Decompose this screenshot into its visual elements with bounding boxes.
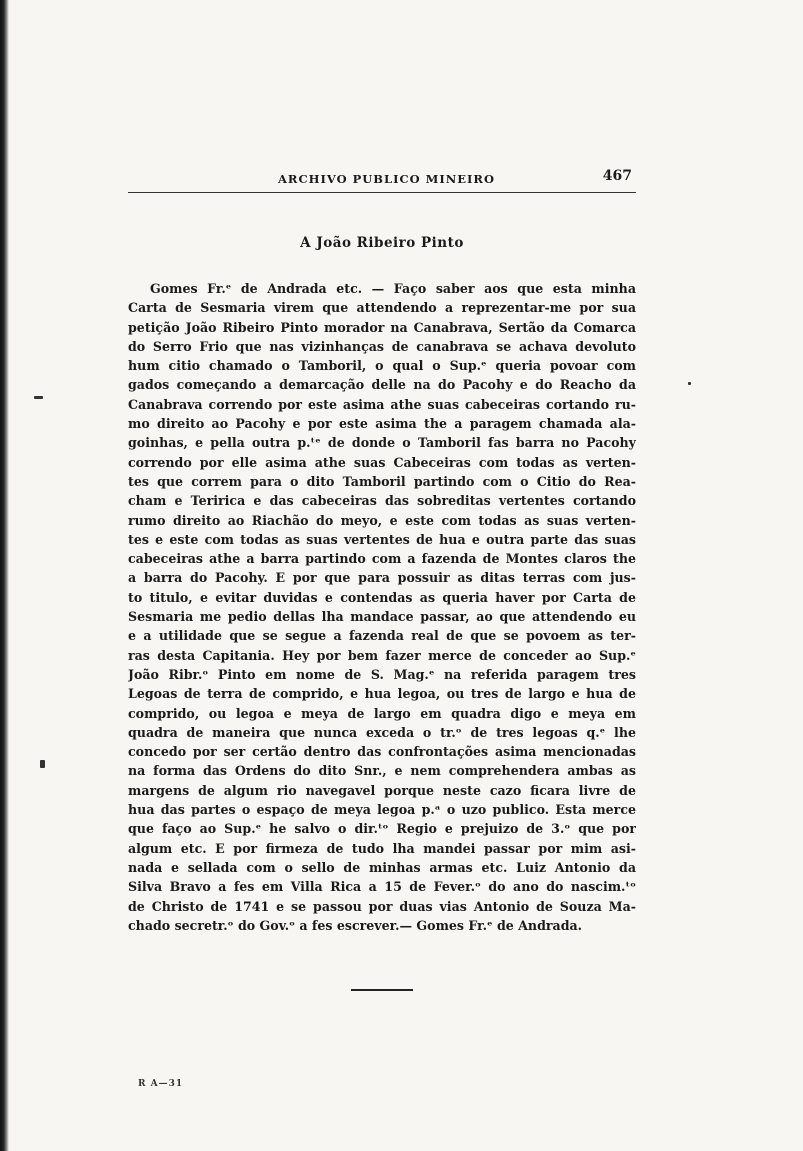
text-line: cabeceiras athe a barra partindo com a fazenda de Montes claros the (128, 551, 636, 567)
text-line: chado secretr.ᵒ do Gov.ᵒ a fes escrever.— Gomes Fr.ᵉ de Andrada. (128, 917, 583, 933)
text-line: gados começando a demarcação delle na do Pacohy e do Reacho da (128, 377, 636, 393)
text-line: nada e sellada com o sello de minhas armas etc. Luiz Antonio da (128, 859, 636, 875)
text-line: na forma das Ordens do dito Snr., e nem comprehendera ambas as (128, 763, 636, 779)
text-line: hum citio chamado o Tamboril, o qual o Sup.ᵉ queria povoar com (128, 358, 636, 374)
text-line: margens de algum rio navegavel porque neste cazo ficara livre de (128, 782, 636, 798)
document-page (128, 168, 636, 991)
text-line: quadra de maneira que nunca exceda o tr.ᵒ de tres legoas q.ᵉ lhe (128, 724, 636, 740)
text-line: algum etc. E por firmeza de tudo lha mandei passar por mim asi- (128, 840, 636, 856)
text-line: to titulo, e evitar duvidas e contendas as queria haver por Carta de (128, 589, 636, 605)
end-rule (351, 989, 413, 991)
text-line: Canabrava correndo por este asima athe suas cabeceiras cortando ru- (128, 396, 636, 412)
margin-speck (34, 396, 43, 399)
text-line: que faço ao Sup.ᵉ he salvo o dir.ᵗᵒ Regio e prejuizo de 3.ᵒ que por (128, 821, 636, 837)
text-line: ras desta Capitania. Hey por bem fazer merce de conceder ao Sup.ᵉ (128, 647, 636, 663)
header-rule (128, 192, 636, 193)
margin-speck (40, 760, 45, 768)
text-line: de Christo de 1741 e se passou por duas vias Antonio de Souza Ma- (128, 898, 636, 914)
text-line: concedo por ser certão dentro das confrontações asima mencionadas (128, 744, 636, 760)
header-title: ARCHIVO PUBLICO MINEIRO (278, 172, 495, 186)
margin-speck (688, 382, 691, 385)
text-line: hua das partes o espaço de meya legoa p.ᵃ o uzo publico. Esta merce (128, 802, 636, 818)
text-line: correndo por elle asima athe suas Cabeceiras com todas as verten- (128, 454, 636, 470)
signature-mark: R A—31 (138, 1079, 184, 1089)
text-line: comprido, ou legoa e meya de largo em quadra digo e meya em (128, 705, 636, 721)
text-line: Gomes Fr.ᵉ de Andrada etc. — Faço saber aos que esta minha (150, 281, 636, 296)
text-line: mo direito ao Pacohy e por este asima the a paragem chamada ala- (128, 416, 636, 432)
text-line: goinhas, e pella outra p.ᵗᵉ de donde o Tamboril fas barra no Pacohy (128, 435, 636, 451)
text-line: cham e Teririca e das cabeceiras das sobreditas vertentes cortando (128, 493, 636, 509)
document-title: A João Ribeiro Pinto (300, 235, 464, 251)
text-line: tes que correm para o dito Tamboril partindo com o Citio do Rea- (128, 473, 636, 489)
page-number: 467 (602, 168, 632, 184)
text-line: Legoas de terra de comprido, e hua legoa, ou tres de largo e hua de (128, 686, 636, 702)
text-line: Silva Bravo a fes em Villa Rica a 15 de Fever.ᵒ do ano do nascim.ᵗᵒ (128, 879, 636, 895)
text-line: Sesmaria me pedio dellas lha mandace passar, ao que attendendo eu (128, 609, 636, 625)
document-body (128, 279, 636, 935)
text-line: João Ribr.ᵒ Pinto em nome de S. Mag.ᵉ na referida paragem tres (128, 666, 636, 682)
text-line: rumo direito ao Riachão do meyo, e este com todas as suas verten- (128, 512, 636, 528)
text-line: do Serro Frio que nas vizinhanças de canabrava se achava devoluto (128, 338, 636, 354)
text-line: petição João Ribeiro Pinto morador na Canabrava, Sertão da Comarca (128, 319, 636, 335)
text-line: a barra do Pacohy. E por que para possuir as ditas terras com jus- (128, 570, 636, 586)
page-left-edge (0, 0, 9, 1151)
text-line: e a utilidade que se segue a fazenda real de que se povoem as ter- (128, 628, 636, 644)
text-line: Carta de Sesmaria virem que attendendo a reprezentar-me por sua (128, 300, 636, 316)
running-header (128, 168, 636, 190)
text-line: tes e este com todas as suas vertentes de hua e outra parte das suas (128, 531, 636, 547)
